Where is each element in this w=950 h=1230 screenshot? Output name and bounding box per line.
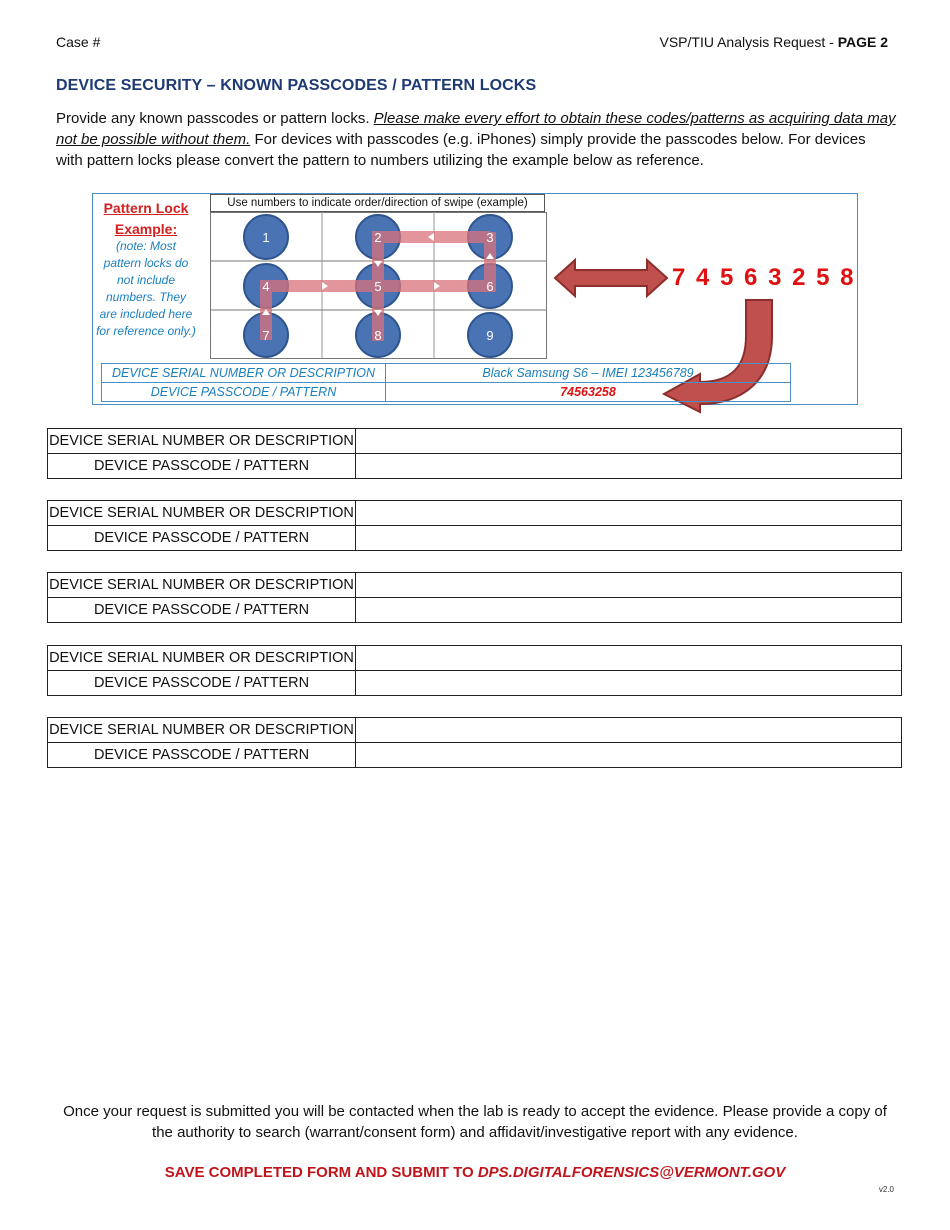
submit-email-link[interactable]: DPS.DIGITALFORENSICS@VERMONT.GOV [477, 1164, 786, 1181]
serial-label: DEVICE SERIAL NUMBER OR DESCRIPTION [48, 718, 356, 743]
closing-paragraph: Once your request is submitted you will be contacted when the lab is ready to accept the evidence. Please provide a copy of the authority to search (warrant/consent form) and affidavit/investigative report with any evidence. [63, 1103, 887, 1141]
passcode-input[interactable] [356, 598, 902, 623]
dot-label: 5 [374, 279, 382, 294]
serial-label: DEVICE SERIAL NUMBER OR DESCRIPTION [48, 501, 356, 526]
dot-label: 2 [374, 230, 382, 245]
table-row [102, 383, 791, 402]
example-table [101, 363, 791, 402]
dot-label: 4 [262, 279, 270, 294]
pattern-lock-title-line1: Pattern Lock [103, 200, 189, 216]
dot-label: 6 [486, 279, 494, 294]
dot-label: 7 [262, 328, 270, 343]
double-arrow-icon [553, 257, 669, 299]
grid-caption: Use numbers to indicate order/direction of swipe (example) [210, 194, 545, 212]
submit-instructions [0, 1164, 950, 1181]
passcode-input[interactable] [356, 454, 902, 479]
device-entry-5 [47, 717, 902, 768]
table-row [48, 526, 902, 551]
serial-label: DEVICE SERIAL NUMBER OR DESCRIPTION [48, 429, 356, 454]
serial-input[interactable] [356, 646, 902, 671]
dot-label: 3 [486, 230, 494, 245]
serial-input[interactable] [356, 573, 902, 598]
case-number-label: Case # [56, 34, 101, 50]
intro-text-continued: For devices with passcodes (e.g. iPhones) simply provide the passcodes below. For devices with pattern locks please convert the pattern to numbers utilizing the example below as reference. [56, 131, 866, 169]
dot-label: 8 [374, 328, 382, 343]
table-row [48, 646, 902, 671]
dot-label: 1 [262, 230, 270, 245]
example-serial-value: Black Samsung S6 – IMEI 123456789 [386, 364, 791, 383]
example-passcode-label: DEVICE PASSCODE / PATTERN [102, 383, 386, 402]
example-passcode-value: 74563258 [386, 383, 791, 402]
intro-emphasis: Please make every effort to obtain these codes/patterns as acquiring data may not be possible without them. [56, 110, 896, 148]
intro-paragraph [56, 108, 896, 171]
table-row [102, 364, 791, 383]
device-entry-2 [47, 500, 902, 551]
passcode-input[interactable] [356, 671, 902, 696]
dot-label: 9 [486, 328, 494, 343]
passcode-label: DEVICE PASSCODE / PATTERN [48, 526, 356, 551]
pattern-lock-title [93, 198, 199, 240]
table-row [48, 598, 902, 623]
table-row [48, 671, 902, 696]
passcode-label: DEVICE PASSCODE / PATTERN [48, 454, 356, 479]
table-row [48, 743, 902, 768]
passcode-label: DEVICE PASSCODE / PATTERN [48, 598, 356, 623]
device-entry-1 [47, 428, 902, 479]
section-title: DEVICE SECURITY – KNOWN PASSCODES / PATTERN LOCKS [56, 77, 537, 94]
device-entry-3 [47, 572, 902, 623]
passcode-input[interactable] [356, 526, 902, 551]
pattern-lock-title-line2: Example: [114, 221, 178, 237]
serial-input[interactable] [356, 501, 902, 526]
device-entry-4 [47, 645, 902, 696]
serial-label: DEVICE SERIAL NUMBER OR DESCRIPTION [48, 646, 356, 671]
page-header [660, 34, 889, 50]
serial-input[interactable] [356, 718, 902, 743]
passcode-label: DEVICE PASSCODE / PATTERN [48, 743, 356, 768]
table-row [48, 573, 902, 598]
serial-input[interactable] [356, 429, 902, 454]
pattern-code: 7 4 5 6 3 2 5 8 [672, 264, 856, 291]
intro-text: Provide any known passcodes or pattern locks. [56, 110, 374, 127]
serial-label: DEVICE SERIAL NUMBER OR DESCRIPTION [48, 573, 356, 598]
table-row [48, 501, 902, 526]
submit-prefix: SAVE COMPLETED FORM AND SUBMIT TO [164, 1164, 478, 1181]
version-label: v2.0 [878, 1185, 894, 1194]
request-title: VSP/TIU Analysis Request - [659, 34, 838, 50]
page-number: PAGE 2 [837, 34, 888, 50]
pattern-lock-note: (note: Most pattern locks do not include numbers. They are included here for reference only.) [96, 239, 196, 338]
passcode-input[interactable] [356, 743, 902, 768]
passcode-label: DEVICE PASSCODE / PATTERN [48, 671, 356, 696]
table-row [48, 429, 902, 454]
pattern-grid [210, 212, 547, 359]
table-row [48, 718, 902, 743]
example-serial-label: DEVICE SERIAL NUMBER OR DESCRIPTION [102, 364, 386, 383]
table-row [48, 454, 902, 479]
